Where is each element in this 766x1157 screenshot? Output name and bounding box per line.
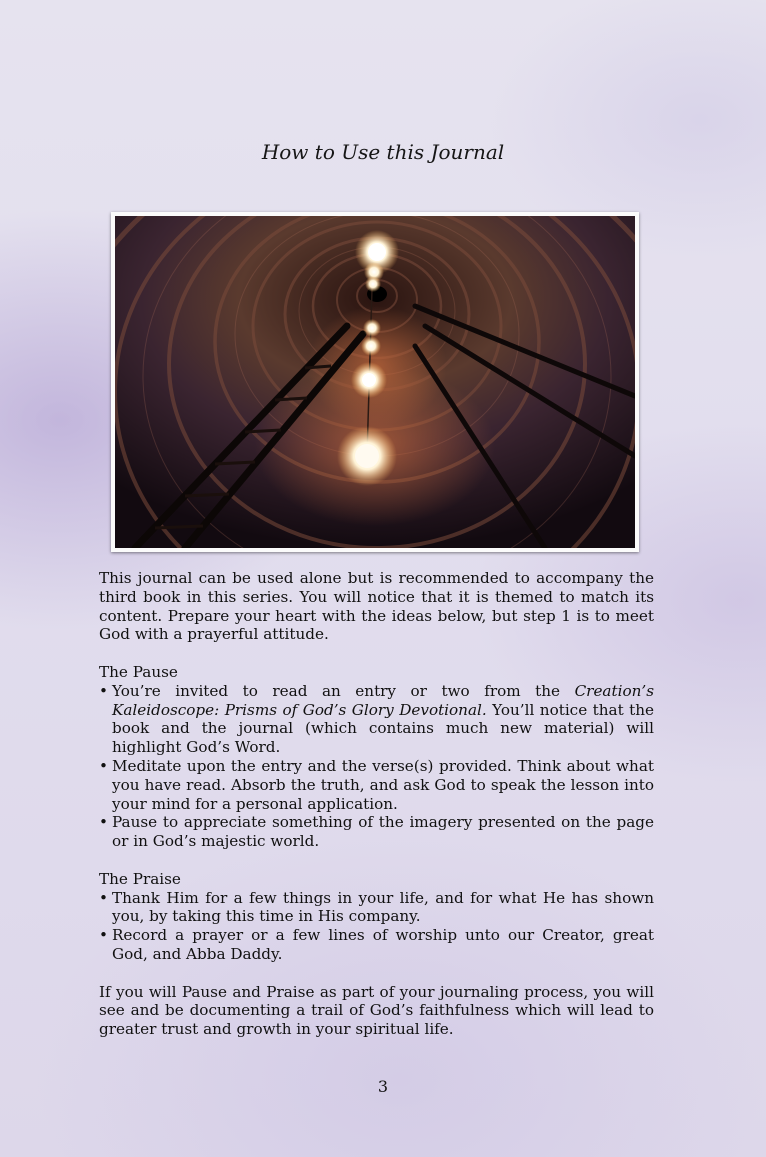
tunnel-lights-icon xyxy=(115,216,635,548)
praise-heading: The Praise xyxy=(99,869,181,888)
praise-item-1: Thank Him for a few things in your life, and for what He has shown you, by taking this time in His company. xyxy=(112,888,654,926)
list-item xyxy=(99,926,654,964)
bullet-icon: • xyxy=(99,681,108,700)
pause-heading: The Pause xyxy=(99,662,178,681)
praise-item-2: Record a prayer or a few lines of worship unto our Creator, great God, and Abba Daddy. xyxy=(112,926,654,963)
page-number: 3 xyxy=(377,1077,389,1096)
closing-paragraph: If you will Pause and Praise as part of your journaling process, you will see and be documenting a trail of God’s faithfulness which will lead to greater trust and growth in your spiritual life. xyxy=(99,982,654,1039)
pause-item-1-after: You’ll notice that the book and the journal (which contains much new material) will highlight God’s Word. xyxy=(112,700,655,757)
pause-item-2: Meditate upon the entry and the verse(s) provided. Think about what you have read. Absorb the truth, and ask God to speak the lesson into your mind for a personal application. xyxy=(112,756,654,813)
bullet-icon: • xyxy=(99,888,108,907)
pause-list xyxy=(99,682,654,851)
journal-instructions xyxy=(99,569,654,1039)
bullet-icon: • xyxy=(99,756,108,775)
list-item xyxy=(99,889,654,927)
pause-item-1-before: You’re invited to read an entry or two from the xyxy=(112,681,575,700)
page-title: How to Use this Journal xyxy=(261,140,505,164)
list-item xyxy=(99,757,654,813)
bullet-icon: • xyxy=(99,926,108,945)
praise-list xyxy=(99,889,654,964)
list-item xyxy=(99,682,654,757)
bullet-icon: • xyxy=(99,813,108,832)
book-title: Creation’s Kaleidoscope: Prisms of God’s Glory Devotional. xyxy=(112,681,654,719)
tunnel-photo xyxy=(111,212,639,552)
list-item xyxy=(99,813,654,851)
intro-paragraph: This journal can be used alone but is recommended to accompany the third book in this series. You will notice that it is themed to match its content. Prepare your heart with the ideas below, but step 1 is to meet God with a prayerful attitude. xyxy=(99,569,654,644)
pause-item-3: Pause to appreciate something of the imagery presented on the page or in God’s majestic world. xyxy=(112,813,654,851)
